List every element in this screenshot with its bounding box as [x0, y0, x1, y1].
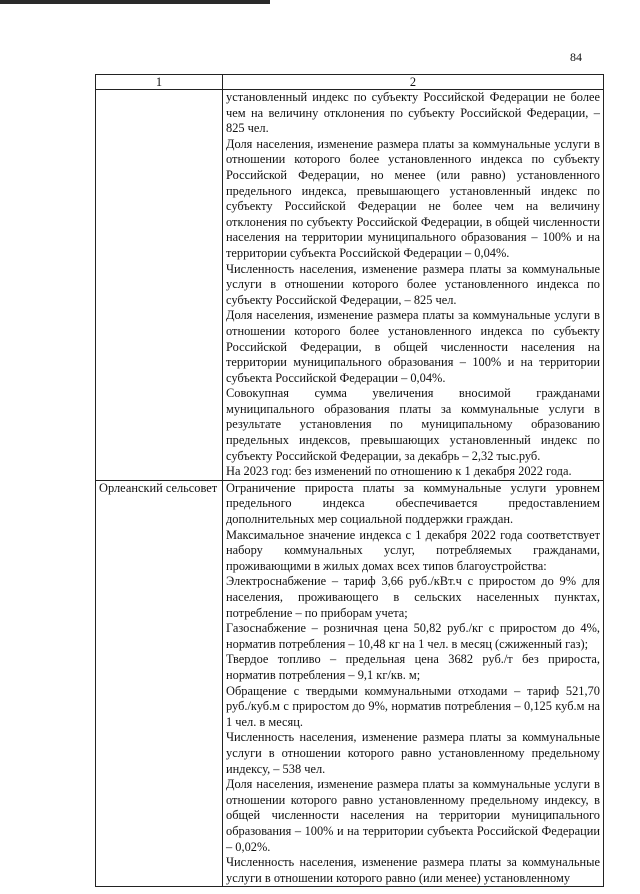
paragraph: Максимальное значение индекса с 1 декабря 2022 года соответствует набору коммунальных услуг, потребляемых гражданами, проживающими в жилых домах всех типов благоустройства:: [226, 527, 600, 573]
paragraph: Твердое топливо – предельная цена 3682 руб./т без прироста, норматив потребления – 9,1 кг/кв. м;: [226, 652, 600, 682]
table-row: [96, 90, 604, 481]
table-row: [96, 480, 604, 886]
paragraph: Электроснабжение – тариф 3,66 руб./кВт.ч с приростом до 9% для населения, проживающего в сельских населенных пунктах, потребление – по приборам учета;: [226, 574, 600, 620]
paragraph: На 2023 год: без изменений по отношению к 1 декабря 2022 года.: [226, 464, 572, 479]
table-header-row: [96, 75, 604, 90]
paragraph: установленный индекс по субъекту Российской Федерации не более чем на величину отклонения по субъекту Российской Федерации, – 825 чел.: [226, 90, 600, 136]
paragraph: Численность населения, изменение размера платы за коммунальные услуги в отношении которого равно (или менее) установленному: [226, 855, 600, 885]
municipality-name-cell: Орлеанский сельсовет: [96, 480, 223, 886]
page-number: 84: [570, 50, 582, 64]
paragraph: Доля населения, изменение размера платы за коммунальные услуги в отношении которого более установленного индекса по субъекту Российской Федерации, в общей численности населения на территории муниципального образования – 100% и на территории субъекта Российской Федерации – 0,04%.: [226, 308, 600, 385]
paragraph: Численность населения, изменение размера платы за коммунальные услуги в отношении которого более установленного индекса по субъекту Российской Федерации, – 825 чел.: [226, 261, 600, 307]
paragraph: Доля населения, изменение размера платы за коммунальные услуги в отношении которого более установленного индекса по субъекту Российской Федерации, но менее (или равно) установленного предельного индекса, превышающего установленный индекс по субъекту Российской Федерации не более чем на величину отклонения по субъекту Российской Федерации, в общей численности населения на территории муниципального образования – 100% и на территории субъекта Российской Федерации – 0,04%.: [226, 136, 600, 260]
description-cell: [223, 90, 604, 481]
description-cell: [223, 480, 604, 886]
scan-edge-mark: [0, 0, 270, 4]
paragraph: Газоснабжение – розничная цена 50,82 руб./кг с приростом до 4%, норматив потребления – 10,48 кг на 1 чел. в месяц (сжиженный газ);: [226, 621, 600, 651]
paragraph: Совокупная сумма увеличения вносимой гражданами муниципального образования платы за коммунальные услуги в результате установления по муниципальному образованию предельных индексов, превышающих установленный индекс по субъекту Российской Федерации, за декабрь – 2,32 тыс.руб.: [226, 386, 600, 463]
municipality-name-cell: [96, 90, 223, 481]
paragraph: Численность населения, изменение размера платы за коммунальные услуги в отношении которого равно установленному предельному индексу, – 538 чел.: [226, 730, 600, 776]
column-header-2: 2: [223, 75, 604, 90]
paragraph: Доля населения, изменение размера платы за коммунальные услуги в отношении которого равно установленному предельному индексу, в общей численности населения на территории муниципального образования – 100% и на территории субъекта Российской Федерации – 0,02%.: [226, 777, 600, 854]
paragraph: Ограничение прироста платы за коммунальные услуги уровнем предельного индекса обеспечивается предоставлением дополнительных мер социальной поддержки граждан.: [226, 480, 600, 527]
paragraph: Обращение с твердыми коммунальными отходами – тариф 521,70 руб./куб.м с приростом до 9%, норматив потребления – 0,125 куб.м на 1 чел. в месяц.: [226, 683, 600, 729]
column-header-1: 1: [96, 75, 223, 90]
document-table: [95, 74, 604, 887]
